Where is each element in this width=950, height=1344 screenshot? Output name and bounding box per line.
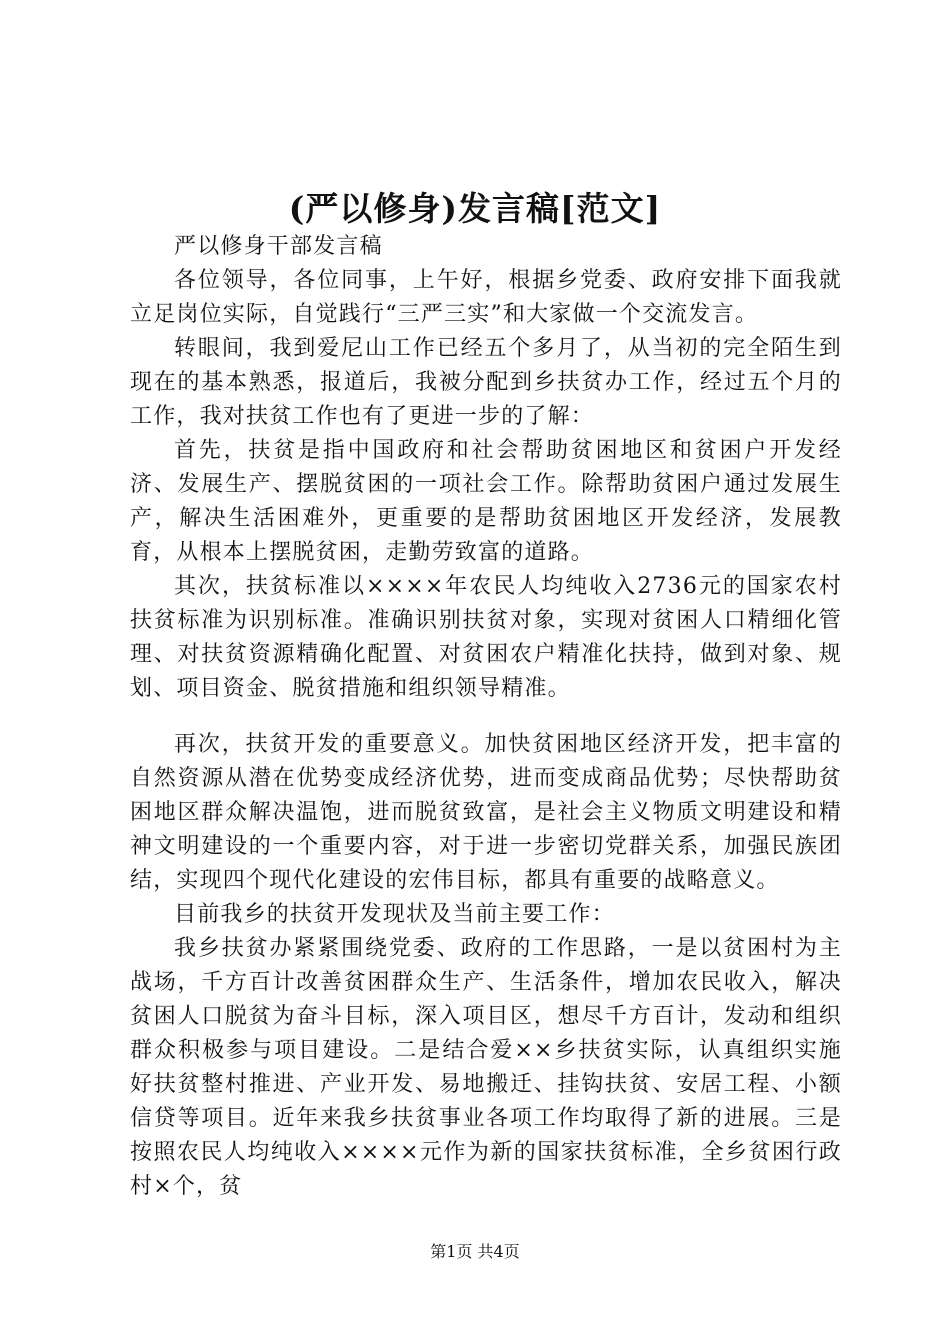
paragraph-work: 我乡扶贫办紧紧围绕党委、政府的工作思路，一是以贫困村为主战场，千方百计改善贫困群众生产、生活条件，增加农民收入，解决贫困人口脱贫为奋斗目标，深入项目区，想尽千方百计，发动和组织群众积极参与项目建设。二是结合爱××乡扶贫实际，认真组织实施好扶贫整村推进、产业开发、易地搬迁、挂钩扶贫、安居工程、小额信贷等项目。近年来我乡扶贫事业各项工作均取得了新的进展。三是按照农民人均纯收入××××元作为新的国家扶贫标准，全乡贫困行政村×个，贫 <box>130 936 842 1199</box>
paragraph-first: 首先，扶贫是指中国政府和社会帮助贫困地区和贫困户开发经济、发展生产、摆脱贫困的一项社会工作。除帮助贫困户通过发展生产，解决生活困难外，更重要的是帮助贫困地区开发经济，发展教育，从根本上摆脱贫困，走勤劳致富的道路。 <box>130 438 842 565</box>
paragraph-status-heading: 目前我乡的扶贫开发现状及当前主要工作： <box>174 902 615 927</box>
paragraph-third: 再次，扶贫开发的重要意义。加快贫困地区经济开发，把丰富的自然资源从潜在优势变成经济优势，进而变成商品优势；尽快帮助贫困地区群众解决温饱，进而脱贫致富，是社会主义物质文明建设和精神文明建设的一个重要内容，对于进一步密切党群关系，加强民族团结，实现四个现代化建设的宏伟目标，都具有重要的战略意义。 <box>130 732 842 893</box>
paragraph-greeting: 各位领导，各位同事，上午好，根据乡党委、政府安排下面我就立足岗位实际，自觉践行“三严三实”和大家做一个交流发言。 <box>130 268 842 327</box>
paragraph-intro: 转眼间，我到爱尼山工作已经五个多月了，从当初的完全陌生到现在的基本熟悉，报道后，我被分配到乡扶贫办工作，经过五个月的工作，我对扶贫工作也有了更进一步的了解： <box>130 336 842 429</box>
document-title: (严以修身)发言稿[范文] <box>288 189 662 228</box>
page-number-footer: 第1页 共4页 <box>430 1242 520 1261</box>
document-body <box>130 230 842 1204</box>
paragraph-second: 其次，扶贫标准以××××年农民人均纯收入2736元的国家农村扶贫标准为识别标准。准确识别扶贫对象，实现对贫困人口精细化管理、对扶贫资源精确化配置、对贫困农户精准化扶持，做到对象、规划、项目资金、脱贫措施和组织领导精准。 <box>130 574 842 701</box>
paragraph-heading: 严以修身干部发言稿 <box>174 234 383 259</box>
